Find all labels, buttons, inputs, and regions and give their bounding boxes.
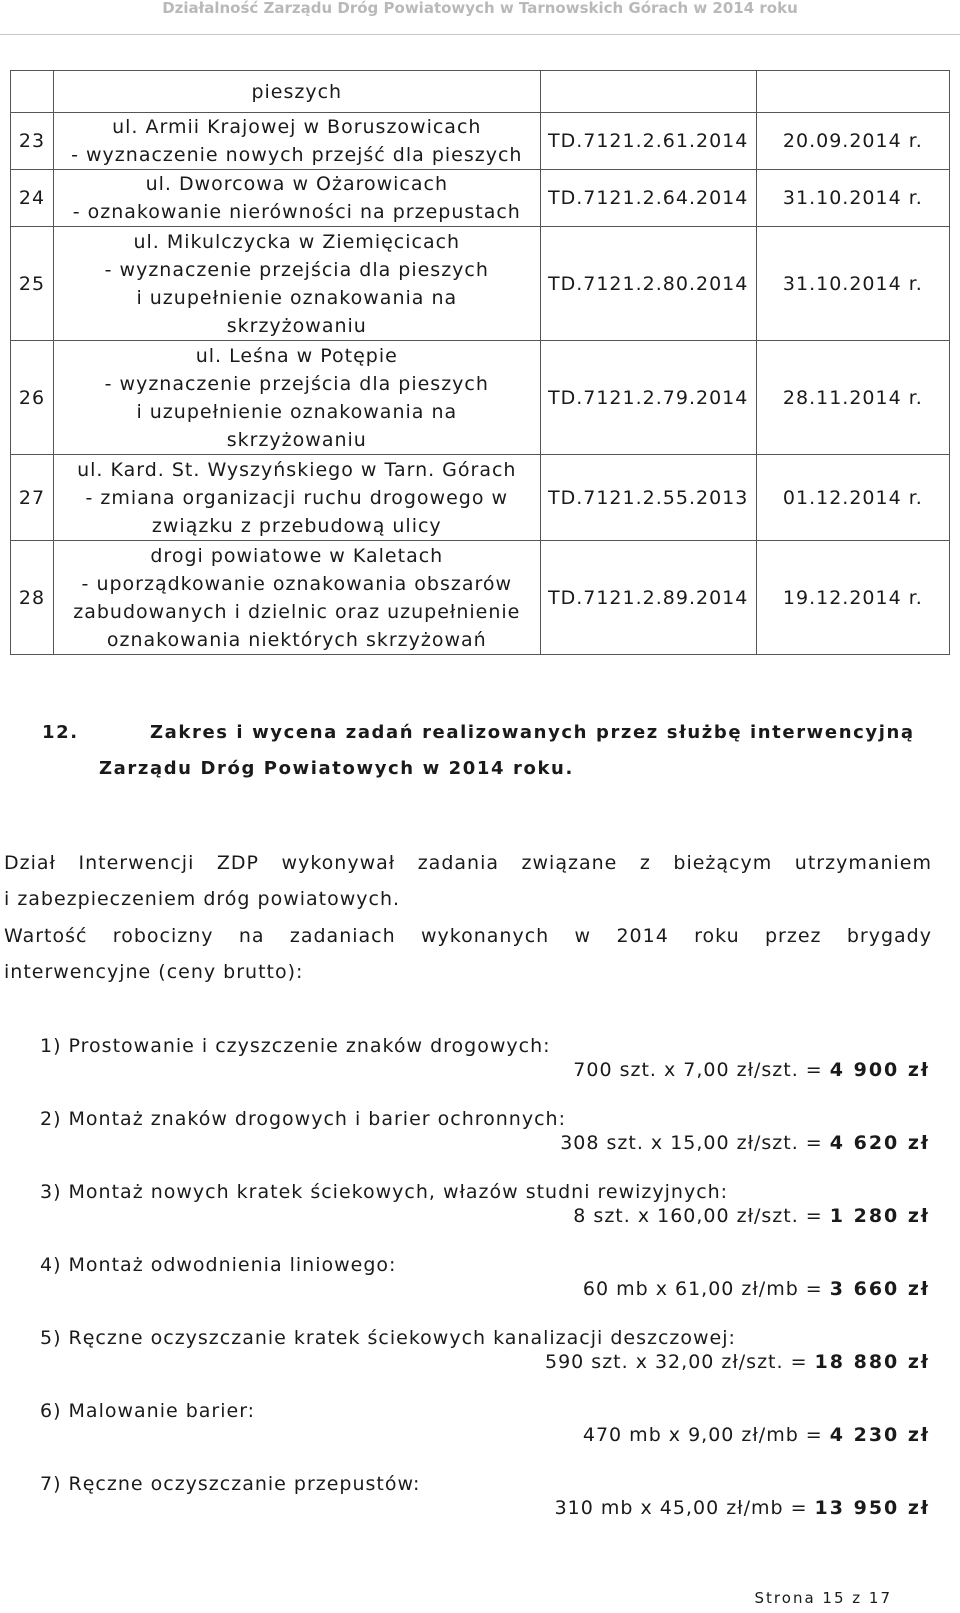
row-number: 28: [11, 541, 54, 655]
cost-item-total: 3 660 zł: [829, 1278, 930, 1300]
row-description: ul. Leśna w Potępie - wyznaczenie przejścia dla pieszych i uzupełnienie oznakowania na skrzyżowaniu: [54, 341, 541, 455]
cost-item-calculation: 590 szt. x 32,00 zł/szt. = 18 880 zł: [544, 1351, 930, 1373]
cost-item-calculation: 470 mb x 9,00 zł/mb = 4 230 zł: [582, 1424, 930, 1446]
cost-item-calculation: 8 szt. x 160,00 zł/szt. = 1 280 zł: [573, 1205, 930, 1227]
page-number: Strona 15 z 17: [754, 1589, 892, 1607]
table-row: [11, 170, 950, 227]
cost-item-calculation: 310 mb x 45,00 zł/mb = 13 950 zł: [554, 1497, 930, 1519]
row-number: 23: [11, 113, 54, 170]
cost-item-calculation: 308 szt. x 15,00 zł/szt. = 4 620 zł: [560, 1132, 930, 1154]
cost-item-total: 1 280 zł: [829, 1205, 930, 1227]
row-description: ul. Mikulczycka w Ziemięcicach - wyznaczenie przejścia dla pieszych i uzupełnienie oznakowania na skrzyżowaniu: [54, 227, 541, 341]
row-case-number: TD.7121.2.89.2014: [540, 541, 756, 655]
table-cell-continuation: pieszych: [54, 71, 541, 113]
section-number: 12.: [42, 722, 79, 743]
row-case-number: TD.7121.2.55.2013: [540, 455, 756, 541]
cost-item-total: 13 950 zł: [814, 1497, 930, 1519]
section-title-line1: Zakres i wycena zadań realizowanych przez służbę interwencyjną: [150, 722, 915, 743]
table-row: [11, 227, 950, 341]
cost-item-title: 6) Malowanie barier:: [40, 1400, 256, 1422]
row-date: 28.11.2014 r.: [756, 341, 949, 455]
document-header: Działalność Zarządu Dróg Powiatowych w Tarnowskich Górach w 2014 roku: [162, 0, 798, 17]
row-case-number: TD.7121.2.79.2014: [540, 341, 756, 455]
paragraph-line: Dział Interwencji ZDP wykonywał zadania związane z bieżącym utrzymaniem: [4, 852, 932, 874]
cost-item-calculation: 60 mb x 61,00 zł/mb = 3 660 zł: [582, 1278, 930, 1300]
table-row-continuation: [11, 71, 950, 113]
row-case-number: TD.7121.2.80.2014: [540, 227, 756, 341]
cost-item-title: 4) Montaż odwodnienia liniowego:: [40, 1254, 397, 1276]
row-description: ul. Kard. St. Wyszyńskiego w Tarn. Górach - zmiana organizacji ruchu drogowego w związku z przebudową ulicy: [54, 455, 541, 541]
row-description: ul. Armii Krajowej w Boruszowicach - wyznaczenie nowych przejść dla pieszych: [54, 113, 541, 170]
cost-item-calculation: 700 szt. x 7,00 zł/szt. = 4 900 zł: [573, 1059, 930, 1081]
row-number: 26: [11, 341, 54, 455]
cost-item-total: 4 230 zł: [829, 1424, 930, 1446]
row-date: 01.12.2014 r.: [756, 455, 949, 541]
table-row: [11, 541, 950, 655]
cost-item-title: 1) Prostowanie i czyszczenie znaków drogowych:: [40, 1035, 551, 1057]
cost-item-total: 18 880 zł: [814, 1351, 930, 1373]
cost-item-title: 2) Montaż znaków drogowych i barier ochronnych:: [40, 1108, 566, 1130]
cost-item-title: 7) Ręczne oczyszczanie przepustów:: [40, 1473, 421, 1495]
row-number: 25: [11, 227, 54, 341]
cost-item-title: 5) Ręczne oczyszczanie kratek ściekowych kanalizacji deszczowej:: [40, 1327, 736, 1349]
paragraph-line: i zabezpieczeniem dróg powiatowych.: [4, 888, 401, 910]
traffic-organization-table: [10, 70, 950, 655]
table-row: [11, 341, 950, 455]
row-case-number: TD.7121.2.61.2014: [540, 113, 756, 170]
paragraph-line: Wartość robocizny na zadaniach wykonanych w 2014 roku przez brygady: [4, 925, 932, 947]
cost-item-total: 4 620 zł: [829, 1132, 930, 1154]
cost-item-total: 4 900 zł: [829, 1059, 930, 1081]
row-number: 27: [11, 455, 54, 541]
paragraph-line: interwencyjne (ceny brutto):: [4, 961, 304, 983]
header-divider: [0, 34, 960, 35]
row-date: 20.09.2014 r.: [756, 113, 949, 170]
row-date: 31.10.2014 r.: [756, 170, 949, 227]
section-title-line2: Zarządu Dróg Powiatowych w 2014 roku.: [99, 758, 574, 779]
row-date: 19.12.2014 r.: [756, 541, 949, 655]
cost-item-title: 3) Montaż nowych kratek ściekowych, włazów studni rewizyjnych:: [40, 1181, 729, 1203]
table-row: [11, 455, 950, 541]
row-number: 24: [11, 170, 54, 227]
row-description: ul. Dworcowa w Ożarowicach - oznakowanie nierówności na przepustach: [54, 170, 541, 227]
table-row: [11, 113, 950, 170]
row-case-number: TD.7121.2.64.2014: [540, 170, 756, 227]
row-date: 31.10.2014 r.: [756, 227, 949, 341]
row-description: drogi powiatowe w Kaletach - uporządkowanie oznakowania obszarów zabudowanych i dzielnic oraz uzupełnienie oznakowania niektórych skrzyżowań: [54, 541, 541, 655]
